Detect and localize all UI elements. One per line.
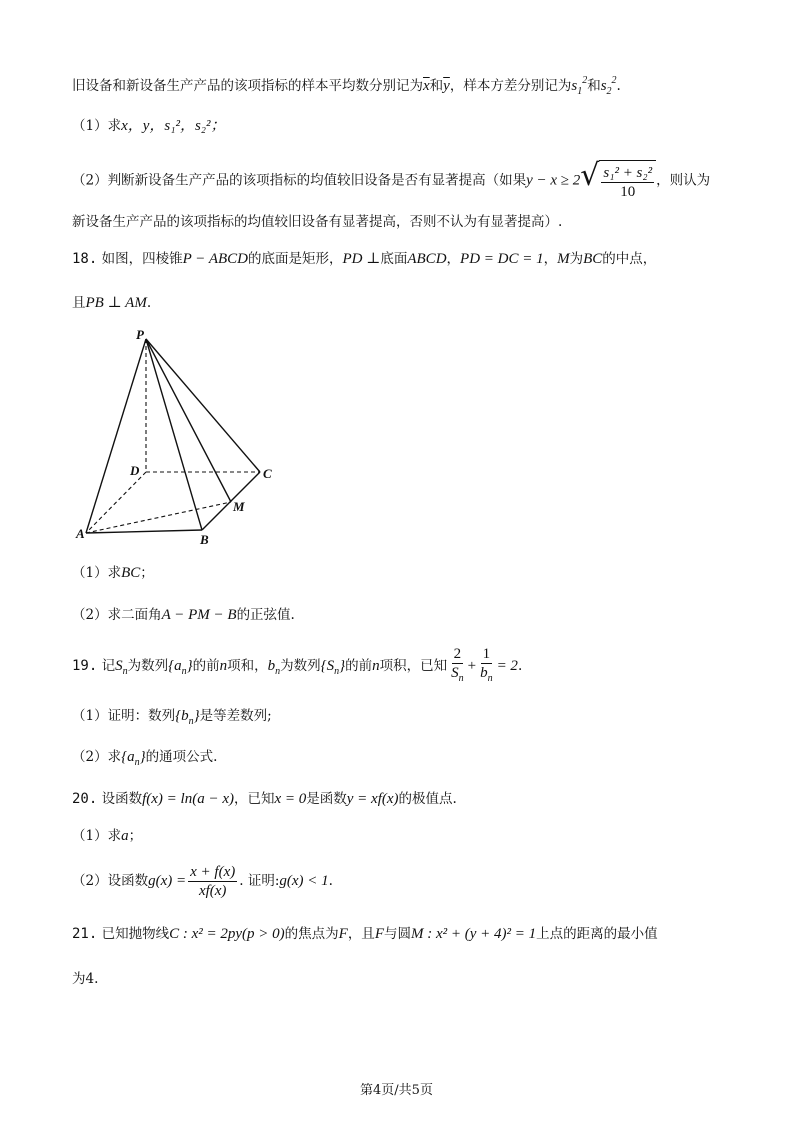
label-M: M: [233, 499, 245, 514]
sqrt-expression: √ $\frac{\text{s₁² + s₂²}}{10}$: [580, 160, 656, 202]
edge-PM: [146, 339, 231, 502]
edge-AM: [86, 502, 231, 533]
label-P: P: [136, 327, 144, 342]
edge-PC: [146, 339, 260, 472]
q18-condition: 且PB ⊥ AM.: [72, 295, 152, 311]
q20-part1: （1）求a；: [72, 828, 143, 844]
q19-part1: （1）证明：数列$\{b_n\}$是等差数列;: [72, 708, 272, 727]
q20-part2: （2）设函数g(x) = $\frac{x + f(x)}{xf(x)}$ . 证明:g(x) < 1.: [72, 864, 333, 899]
label-D: D: [130, 463, 140, 478]
edge-BC: [202, 472, 260, 530]
pyramid-figure: [72, 327, 282, 547]
q17-part2-cont: 新设备生产产品的该项指标的均值较旧设备有显著提高，否则不认为有显著提高）.: [72, 214, 563, 230]
q18-part2: （2）求二面角A − PM − B的正弦值.: [72, 607, 295, 623]
label-C: C: [263, 466, 272, 481]
q20-stem: 20. 设函数f(x) = ln(a − x)，已知x = 0是函数y = xf(x)的极值点.: [72, 791, 457, 807]
intro-line: 旧设备和新设备生产产品的该项指标的样本平均数分别记为$\overline{x}$和$\overline{y}$，样本方差分别记为$s_1^2$和$s_2^2$.: [72, 75, 621, 97]
q21-stem: 21. 已知抛物线C : x² = 2py(p > 0)的焦点为F，且F与圆M : x² + (y + 4)² = 1上点的距离的最小值: [72, 926, 658, 942]
edge-PB: [146, 339, 202, 530]
edge-AB: [86, 530, 202, 533]
q19-stem: 19. 记$S_n$为数列$\{a_n\}$的前n项和，$b_n$为数列$\{S_n\}$的前n项积，已知 $\frac{2}{S_n}$ + $\frac{1}{b_n}$ = 2.: [72, 646, 523, 684]
label-B: B: [200, 532, 209, 547]
label-A: A: [76, 526, 85, 541]
q17-part2: （2）判断新设备生产产品的该项指标的均值较旧设备是否有显著提高（如果y − x ≥ 2 √ $\frac{\text{s₁² + s₂²}}{10}$ ，则认为: [72, 158, 711, 200]
q17-part1: （1）求x，y，s₁²，s₂²；: [72, 118, 226, 134]
edge-PA: [86, 339, 146, 533]
q18-part1: （1）求BC；: [72, 565, 154, 581]
q18-stem: 18. 如图，四棱锥P − ABCD的底面是矩形，PD ⊥底面ABCD，PD = DC = 1，M为BC的中点，: [72, 251, 657, 267]
page-footer: 第4页/共5页: [360, 1083, 433, 1098]
q19-part2: （2）求$\{a_n\}$的通项公式.: [72, 749, 218, 768]
q21-stem-cont: 为4.: [72, 971, 99, 987]
